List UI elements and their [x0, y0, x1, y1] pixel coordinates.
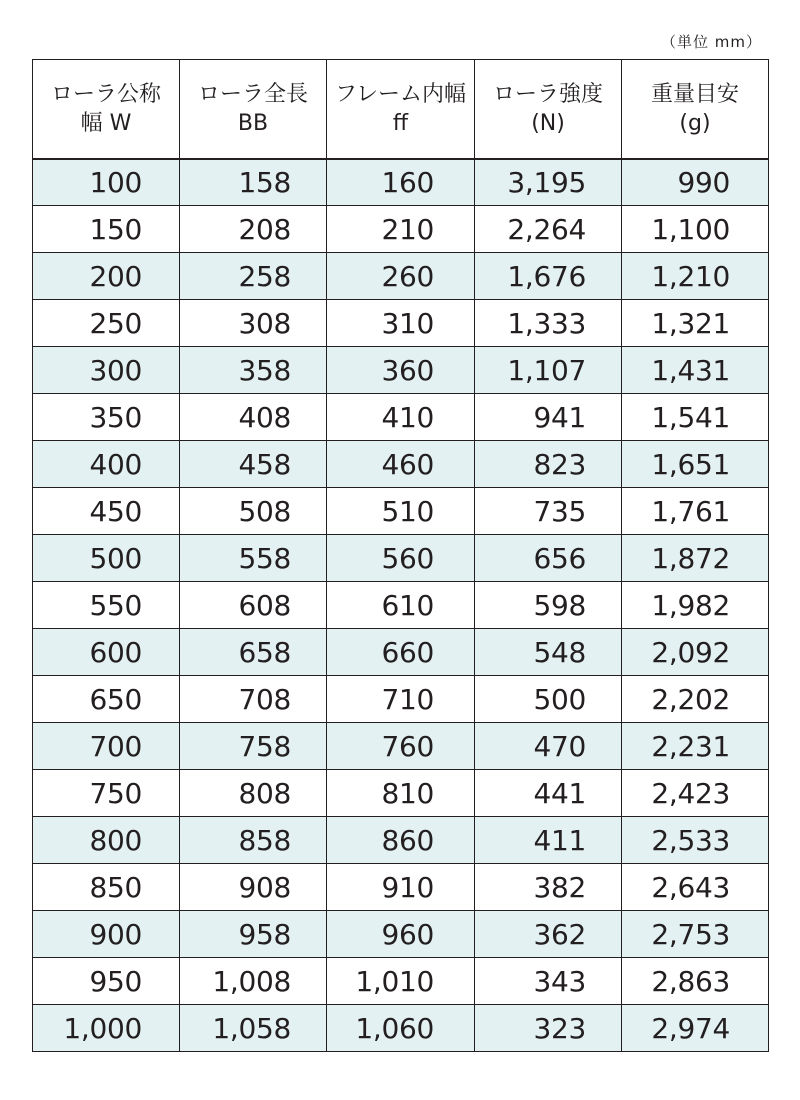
roller-length-cell: 1,008 — [180, 958, 327, 1005]
roller-strength-cell: 1,676 — [475, 253, 622, 300]
weight-cell: 1,872 — [622, 535, 769, 582]
table-row — [33, 488, 769, 535]
frame-inner-width-cell: 410 — [327, 394, 475, 441]
table-row — [33, 723, 769, 770]
frame-inner-width-cell: 710 — [327, 676, 475, 723]
roller-length-cell: 258 — [180, 253, 327, 300]
roller-strength-cell: 470 — [475, 723, 622, 770]
header-label: ローラ公称 — [50, 81, 161, 107]
weight-cell: 1,321 — [622, 300, 769, 347]
roller-strength-cell: 441 — [475, 770, 622, 817]
weight-cell: 2,533 — [622, 817, 769, 864]
header-label: ローラ全長 — [197, 81, 308, 107]
weight-cell: 2,753 — [622, 911, 769, 958]
table-row — [33, 770, 769, 817]
roller-strength-cell: 382 — [475, 864, 622, 911]
roller-strength-cell: 323 — [475, 1005, 622, 1052]
roller-length-cell: 408 — [180, 394, 327, 441]
header-sublabel: (g) — [679, 110, 711, 136]
table-row — [33, 347, 769, 394]
roller-strength-cell: 598 — [475, 582, 622, 629]
frame-inner-width-cell: 660 — [327, 629, 475, 676]
roller-length-cell: 508 — [180, 488, 327, 535]
roller-length-cell: 958 — [180, 911, 327, 958]
weight-cell: 2,423 — [622, 770, 769, 817]
roller-length-cell: 208 — [180, 206, 327, 253]
nominal-width-cell: 1,000 — [33, 1005, 180, 1052]
roller-strength-cell: 3,195 — [475, 159, 622, 206]
table-row — [33, 159, 769, 206]
nominal-width-cell: 550 — [33, 582, 180, 629]
table-row — [33, 441, 769, 488]
nominal-width-cell: 500 — [33, 535, 180, 582]
roller-strength-cell: 656 — [475, 535, 622, 582]
weight-cell: 2,974 — [622, 1005, 769, 1052]
frame-inner-width-cell: 760 — [327, 723, 475, 770]
weight-cell: 2,202 — [622, 676, 769, 723]
header-roller-length — [180, 60, 327, 159]
nominal-width-cell: 250 — [33, 300, 180, 347]
frame-inner-width-cell: 1,060 — [327, 1005, 475, 1052]
nominal-width-cell: 700 — [33, 723, 180, 770]
header-sublabel: BB — [237, 110, 269, 136]
frame-inner-width-cell: 810 — [327, 770, 475, 817]
weight-cell: 2,863 — [622, 958, 769, 1005]
roller-length-cell: 758 — [180, 723, 327, 770]
roller-strength-cell: 1,333 — [475, 300, 622, 347]
header-label: ローラ強度 — [492, 81, 603, 107]
frame-inner-width-cell: 310 — [327, 300, 475, 347]
table-row — [33, 300, 769, 347]
frame-inner-width-cell: 960 — [327, 911, 475, 958]
header-label: 重量目安 — [650, 81, 739, 107]
nominal-width-cell: 200 — [33, 253, 180, 300]
frame-inner-width-cell: 860 — [327, 817, 475, 864]
header-sublabel: (N) — [531, 110, 565, 136]
table-row — [33, 582, 769, 629]
roller-strength-cell: 411 — [475, 817, 622, 864]
header-roller-strength — [475, 60, 622, 159]
weight-cell: 1,982 — [622, 582, 769, 629]
table-row — [33, 817, 769, 864]
nominal-width-cell: 300 — [33, 347, 180, 394]
table-row — [33, 958, 769, 1005]
frame-inner-width-cell: 260 — [327, 253, 475, 300]
roller-spec-table — [32, 59, 769, 1052]
roller-strength-cell: 735 — [475, 488, 622, 535]
weight-cell: 1,431 — [622, 347, 769, 394]
frame-inner-width-cell: 610 — [327, 582, 475, 629]
frame-inner-width-cell: 910 — [327, 864, 475, 911]
roller-strength-cell: 2,264 — [475, 206, 622, 253]
nominal-width-cell: 100 — [33, 159, 180, 206]
frame-inner-width-cell: 560 — [327, 535, 475, 582]
roller-length-cell: 158 — [180, 159, 327, 206]
roller-strength-cell: 362 — [475, 911, 622, 958]
roller-length-cell: 658 — [180, 629, 327, 676]
nominal-width-cell: 850 — [33, 864, 180, 911]
weight-cell: 1,210 — [622, 253, 769, 300]
roller-length-cell: 808 — [180, 770, 327, 817]
header-nominal-width — [33, 60, 180, 159]
weight-cell: 990 — [622, 159, 769, 206]
nominal-width-cell: 400 — [33, 441, 180, 488]
frame-inner-width-cell: 1,010 — [327, 958, 475, 1005]
frame-inner-width-cell: 510 — [327, 488, 475, 535]
roller-length-cell: 608 — [180, 582, 327, 629]
nominal-width-cell: 450 — [33, 488, 180, 535]
table-row — [33, 676, 769, 723]
nominal-width-cell: 650 — [33, 676, 180, 723]
table-row — [33, 253, 769, 300]
roller-strength-cell: 548 — [475, 629, 622, 676]
weight-cell: 2,643 — [622, 864, 769, 911]
roller-length-cell: 1,058 — [180, 1005, 327, 1052]
nominal-width-cell: 150 — [33, 206, 180, 253]
table-body — [33, 159, 769, 1052]
roller-strength-cell: 823 — [475, 441, 622, 488]
nominal-width-cell: 950 — [33, 958, 180, 1005]
weight-cell: 1,541 — [622, 394, 769, 441]
nominal-width-cell: 900 — [33, 911, 180, 958]
unit-note: （単位 mm） — [661, 33, 762, 51]
weight-cell: 1,100 — [622, 206, 769, 253]
nominal-width-cell: 600 — [33, 629, 180, 676]
roller-length-cell: 708 — [180, 676, 327, 723]
table-row — [33, 206, 769, 253]
frame-inner-width-cell: 210 — [327, 206, 475, 253]
table-row — [33, 911, 769, 958]
roller-length-cell: 908 — [180, 864, 327, 911]
table-row — [33, 864, 769, 911]
table-header-row — [33, 60, 769, 159]
header-sublabel: 幅 W — [80, 110, 132, 136]
frame-inner-width-cell: 160 — [327, 159, 475, 206]
roller-strength-cell: 941 — [475, 394, 622, 441]
roller-length-cell: 358 — [180, 347, 327, 394]
roller-length-cell: 858 — [180, 817, 327, 864]
table-row — [33, 535, 769, 582]
nominal-width-cell: 350 — [33, 394, 180, 441]
weight-cell: 2,231 — [622, 723, 769, 770]
table-row — [33, 1005, 769, 1052]
nominal-width-cell: 750 — [33, 770, 180, 817]
weight-cell: 1,761 — [622, 488, 769, 535]
header-sublabel: ff — [392, 110, 409, 136]
table-row — [33, 394, 769, 441]
header-frame-inner-width — [327, 60, 475, 159]
weight-cell: 1,651 — [622, 441, 769, 488]
frame-inner-width-cell: 360 — [327, 347, 475, 394]
roller-length-cell: 458 — [180, 441, 327, 488]
nominal-width-cell: 800 — [33, 817, 180, 864]
table-row — [33, 629, 769, 676]
roller-length-cell: 308 — [180, 300, 327, 347]
weight-cell: 2,092 — [622, 629, 769, 676]
roller-strength-cell: 500 — [475, 676, 622, 723]
header-weight — [622, 60, 769, 159]
header-label: フレーム内幅 — [334, 81, 467, 107]
roller-strength-cell: 343 — [475, 958, 622, 1005]
roller-length-cell: 558 — [180, 535, 327, 582]
frame-inner-width-cell: 460 — [327, 441, 475, 488]
roller-strength-cell: 1,107 — [475, 347, 622, 394]
